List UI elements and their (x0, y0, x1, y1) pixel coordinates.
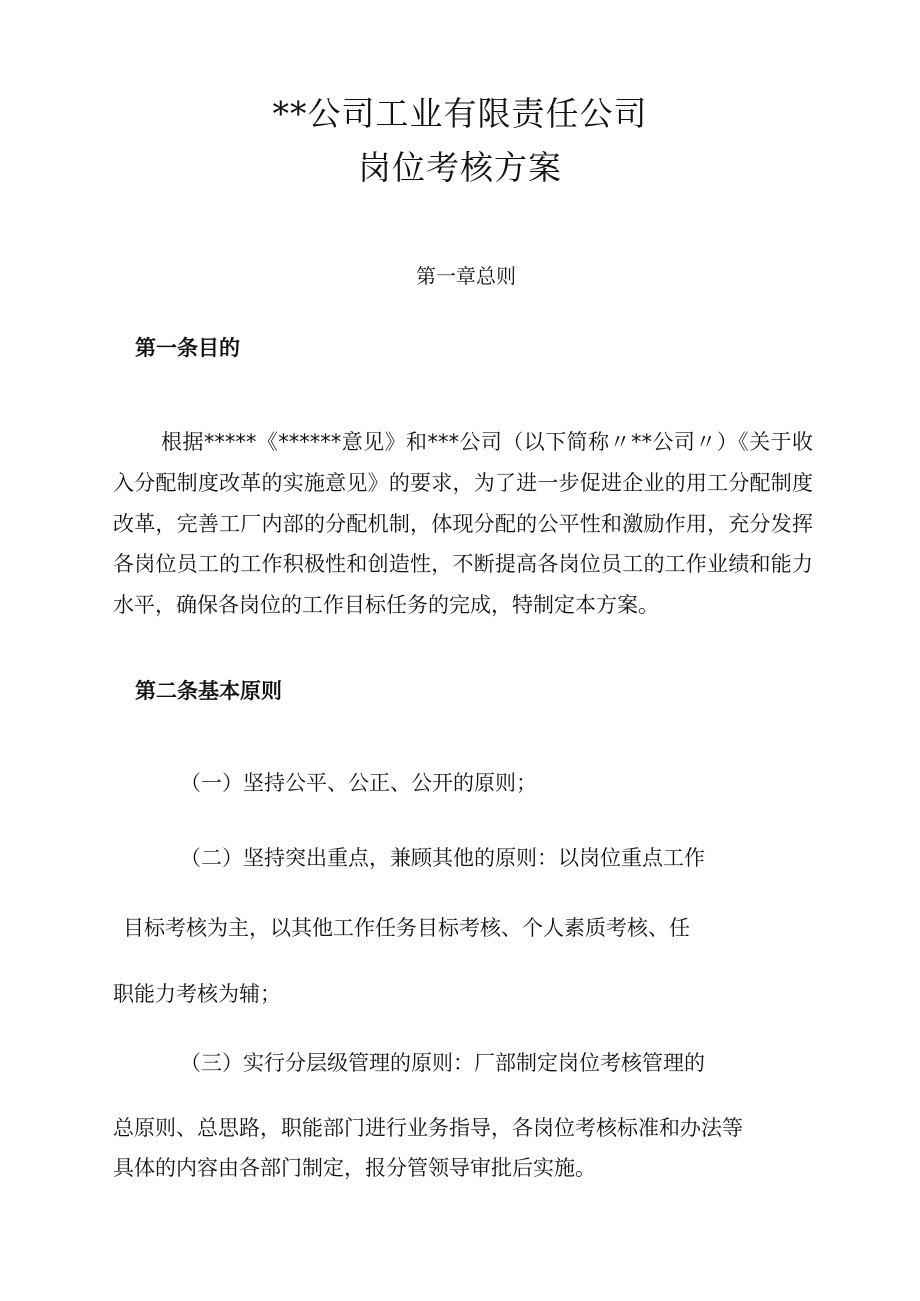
principle-item-3-line-1: （三）实行分层级管理的原则：厂部制定岗位考核管理的 (180, 1051, 705, 1075)
principle-item-3-line-3: 具体的内容由各部门制定，报分管领导审批后实施。 (113, 1156, 596, 1180)
document-title-line-1: **公司工业有限责任公司 (272, 94, 648, 133)
article-2-heading: 第二条基本原则 (135, 679, 282, 703)
principle-item-2-line-1: （二）坚持突出重点，兼顾其他的原则：以岗位重点工作 (180, 846, 705, 870)
principle-item-3-line-2: 总原则、总思路，职能部门进行业务指导，各岗位考核标准和办法等 (113, 1116, 743, 1140)
document-title-line-2: 岗位考核方案 (358, 148, 562, 187)
principle-item-2-line-3: 职能力考核为辅； (113, 982, 281, 1006)
article-1-paragraph: 根据*****《******意见》和***公司（以下简称〃**公司〃）《关于收入分配制度改革的实施意见》的要求，为了进一步促进企业的用工分配制度改革，完善工厂内部的分配机制，体现分配的公平性和激励作用，充分发挥各岗位员工的工作积极性和创造性，不断提高各岗位员工的工作业绩和能力水平，确保各岗位的工作目标任务的完成，特制定本方案。 (113, 430, 813, 618)
article-1-heading: 第一条目的 (135, 336, 240, 360)
principle-item-1: （一）坚持公平、公正、公开的原则； (180, 771, 537, 795)
principle-item-2-line-2: 目标考核为主，以其他工作任务目标考核、个人素质考核、任 (123, 916, 690, 940)
chapter-heading: 第一章总则 (416, 264, 516, 288)
